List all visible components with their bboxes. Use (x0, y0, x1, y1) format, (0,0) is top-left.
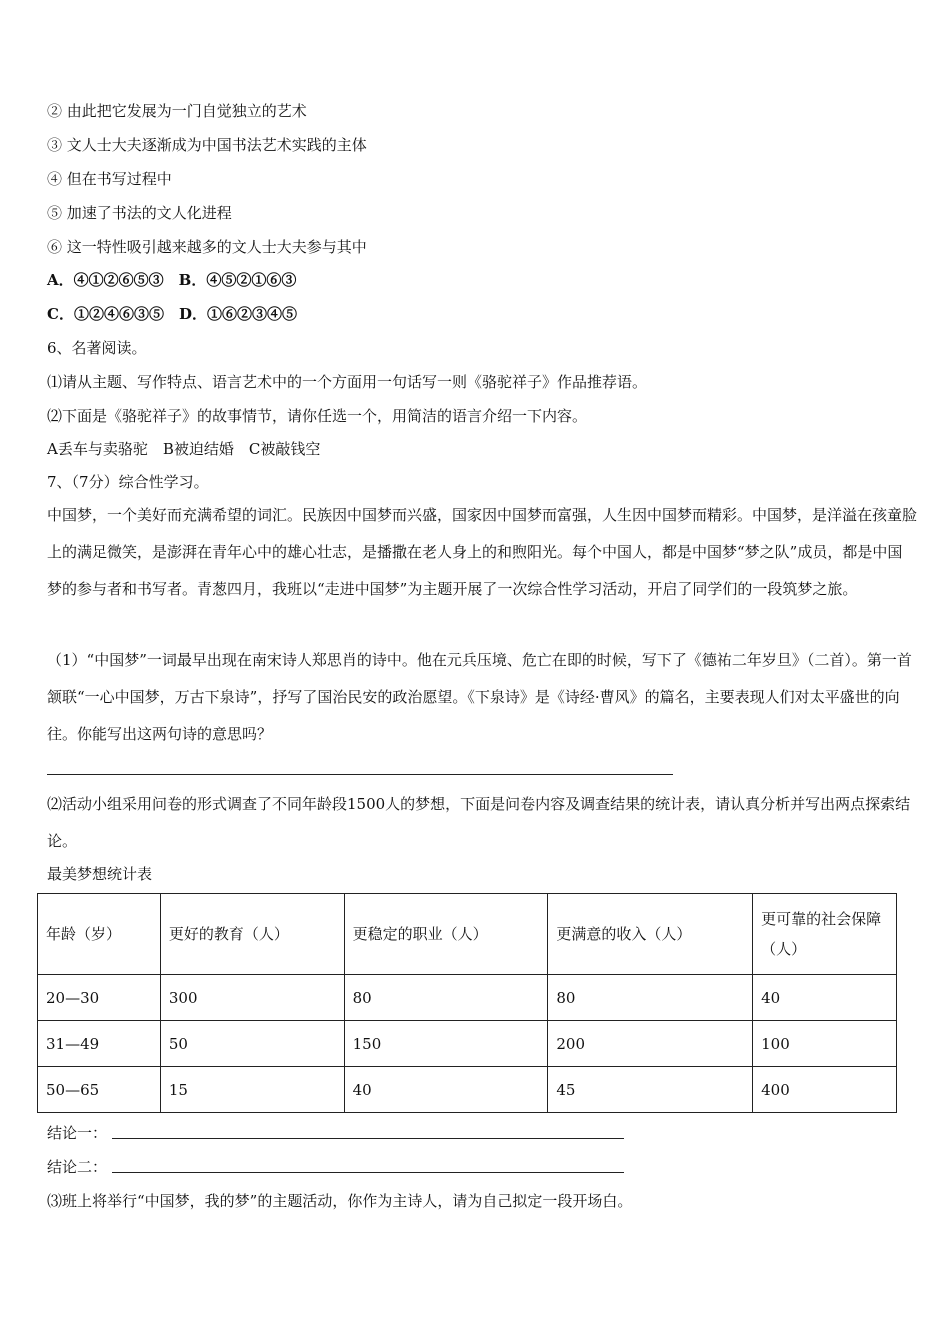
table-header-row (38, 894, 897, 975)
table-cell: 45 (548, 1067, 753, 1113)
table-cell: 200 (548, 1021, 753, 1067)
conclusion-2-answer-line[interactable] (112, 1172, 624, 1173)
table-cell: 40 (344, 1067, 548, 1113)
choices-cd: C．①②④⑥③⑤ D．①⑥②③④⑤ (47, 305, 297, 323)
q7-sub1: （1）“中国梦”一词最早出现在南宋诗人郑思肖的诗中。他在元兵压境、危亡在即的时候，写下了《德祐二年岁旦》（二首）。第一首颔联“一心中国梦，万古下泉诗”，抒写了国治民安的政治愿望。《下泉诗》是《诗经·曹风》的篇名，主要表现人们对太平盛世的向往。你能写出这两句诗的意思吗？ (47, 651, 912, 743)
table-row (38, 1021, 897, 1067)
q6-sub1: ⑴请从主题、写作特点、语言艺术中的一个方面用一句话写一则《骆驼祥子》作品推荐语。 (47, 373, 648, 391)
table-header-cell: 年龄（岁） (38, 894, 161, 975)
q6-options: A丢车与卖骆驼 B被迫结婚 C被敲钱空 (47, 440, 321, 458)
table-cell: 100 (753, 1021, 897, 1067)
q7-sub3: ⑶班上将举行“中国梦，我的梦”的主题活动，你作为主诗人，请为自己拟定一段开场白。 (47, 1192, 633, 1210)
table-cell: 300 (160, 975, 344, 1021)
table-cell: 31—49 (38, 1021, 161, 1067)
table-cell: 400 (753, 1067, 897, 1113)
option-4: ④ 但在书写过程中 (47, 170, 172, 188)
table-row (38, 1067, 897, 1113)
conclusion-1-answer-line[interactable] (112, 1138, 624, 1139)
table-cell: 40 (753, 975, 897, 1021)
table-title: 最美梦想统计表 (47, 865, 153, 883)
q7-sub2: ⑵活动小组采用问卷的形式调查了不同年龄段1500人的梦想，下面是问卷内容及调查结果的统计表，请认真分析并写出两点探索结论。 (47, 795, 911, 850)
q7-title: 7、（7分）综合性学习。 (47, 473, 209, 491)
option-2: ② 由此把它发展为一门自觉独立的艺术 (47, 102, 307, 120)
conclusion-2-label: 结论二： (47, 1158, 108, 1176)
table-cell: 80 (344, 975, 548, 1021)
option-6: ⑥ 这一特性吸引越来越多的文人士大夫参与其中 (47, 238, 367, 256)
table-cell: 15 (160, 1067, 344, 1113)
table-cell: 50—65 (38, 1067, 161, 1113)
table-cell: 20—30 (38, 975, 161, 1021)
option-5: ⑤ 加速了书法的文人化进程 (47, 204, 232, 222)
option-3: ③ 文人士大夫逐渐成为中国书法艺术实践的主体 (47, 136, 367, 154)
table-header-cell: 更稳定的职业（人） (344, 894, 548, 975)
q6-title: 6、名著阅读。 (47, 339, 147, 357)
table-header-cell: 更好的教育（人） (160, 894, 344, 975)
table-header-cell: 更可靠的社会保障（人） (753, 894, 897, 975)
table-header-cell: 更满意的收入（人） (548, 894, 753, 975)
table-cell: 150 (344, 1021, 548, 1067)
conclusion-1-label: 结论一： (47, 1124, 108, 1142)
table-cell: 80 (548, 975, 753, 1021)
table-cell: 50 (160, 1021, 344, 1067)
table-row (38, 975, 897, 1021)
q6-sub2: ⑵下面是《骆驼祥子》的故事情节，请你任选一个，用简洁的语言介绍一下内容。 (47, 407, 588, 425)
q7-sub1-answer-line[interactable] (47, 774, 673, 775)
choices-ab: A．④①②⑥⑤③ B．④⑤②①⑥③ (47, 271, 297, 289)
dream-statistics-table (37, 893, 897, 1113)
q7-passage: 中国梦，一个美好而充满希望的词汇。民族因中国梦而兴盛，国家因中国梦而富强，人生因中国梦而精彩。中国梦，是洋溢在孩童脸上的满足微笑，是澎湃在青年心中的雄心壮志，是播撒在老人身上的和煦阳光。每个中国人，都是中国梦“梦之队”成员，都是中国梦的参与者和书写者。青葱四月，我班以“走进中国梦”为主题开展了一次综合性学习活动，开启了同学们的一段筑梦之旅。 (47, 506, 918, 598)
